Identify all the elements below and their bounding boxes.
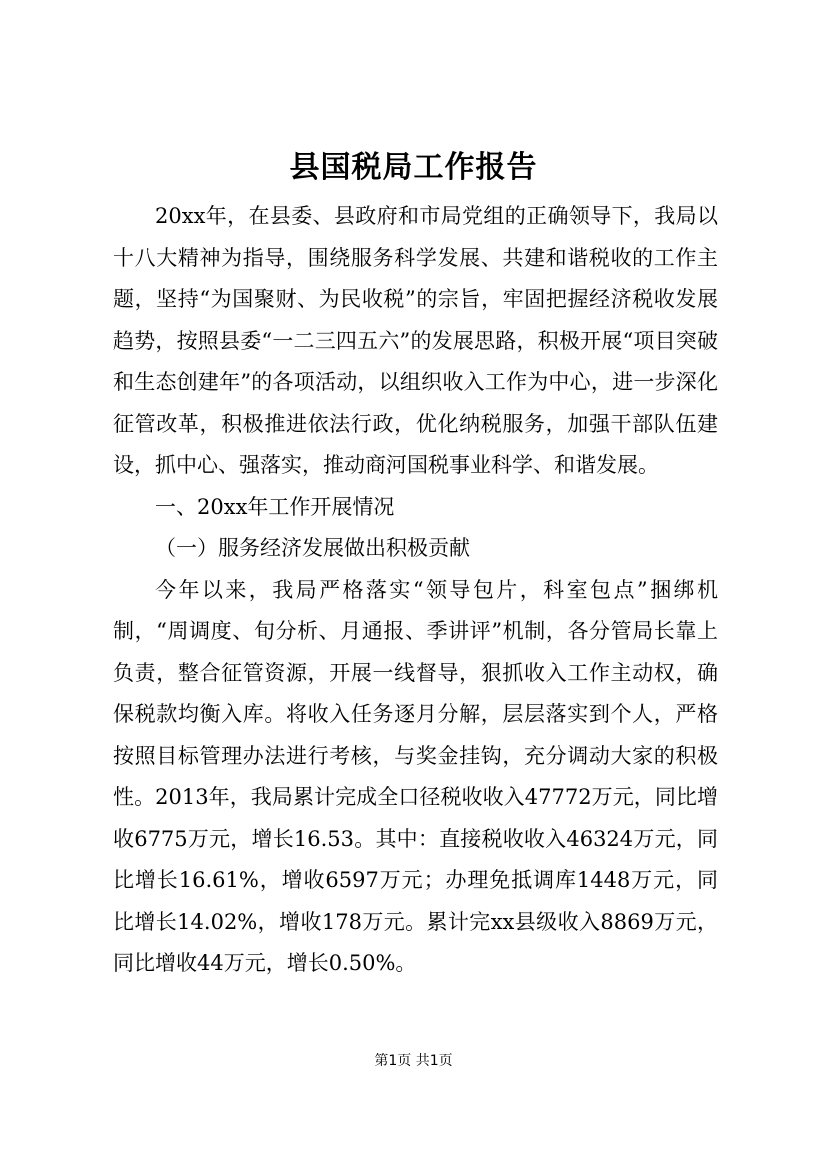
page-footer: 第1页 共1页 bbox=[374, 1053, 453, 1069]
section-heading: 一、20xx年工作开展情况 bbox=[155, 494, 395, 519]
subsection-heading: （一）服务经济发展做出积极贡献 bbox=[155, 536, 470, 560]
document-title: 县国税局工作报告 bbox=[289, 150, 538, 185]
document-body bbox=[113, 196, 718, 985]
paragraph-intro: 20xx年，在县委、县政府和市局党组的正确领导下，我局以十八大精神为指导，围绕服务科学发展、共建和谐税收的工作主题，坚持“为国聚财、为民收税”的宗旨，牢固把握经济税收发展趋势，按照县委“一二三四五六”的发展思路，积极开展“项目突破和生态创建年”的各项活动，以组织收入工作为中心，进一步深化征管改革，积极推进依法行政，优化纳税服务，加强干部队伍建设，抓中心、强落实，推动商河国税事业科学、和谐发展。 bbox=[113, 204, 718, 477]
paragraph-revenue: 今年以来，我局严格落实“领导包片，科室包点”捆绑机制，“周调度、旬分析、月通报、季讲评”机制，各分管局长靠上负责，整合征管资源，开展一线督导，狠抓收入工作主动权，确保税款均衡入库。将收入任务逐月分解，层层落实到个人，严格按照目标管理办法进行考核，与奖金挂钩，充分调动大家的积极性。2013年，我局累计完成全口径税收收入47772万元，同比增收6775万元，增长16.53。其中：直接税收收入46324万元，同比增长16.61%，增收6597万元；办理免抵调库1448万元，同比增长14.02%，增收178万元。累计完xx县级收入8869万元，同比增收44万元，增长0.50%。 bbox=[113, 577, 718, 975]
